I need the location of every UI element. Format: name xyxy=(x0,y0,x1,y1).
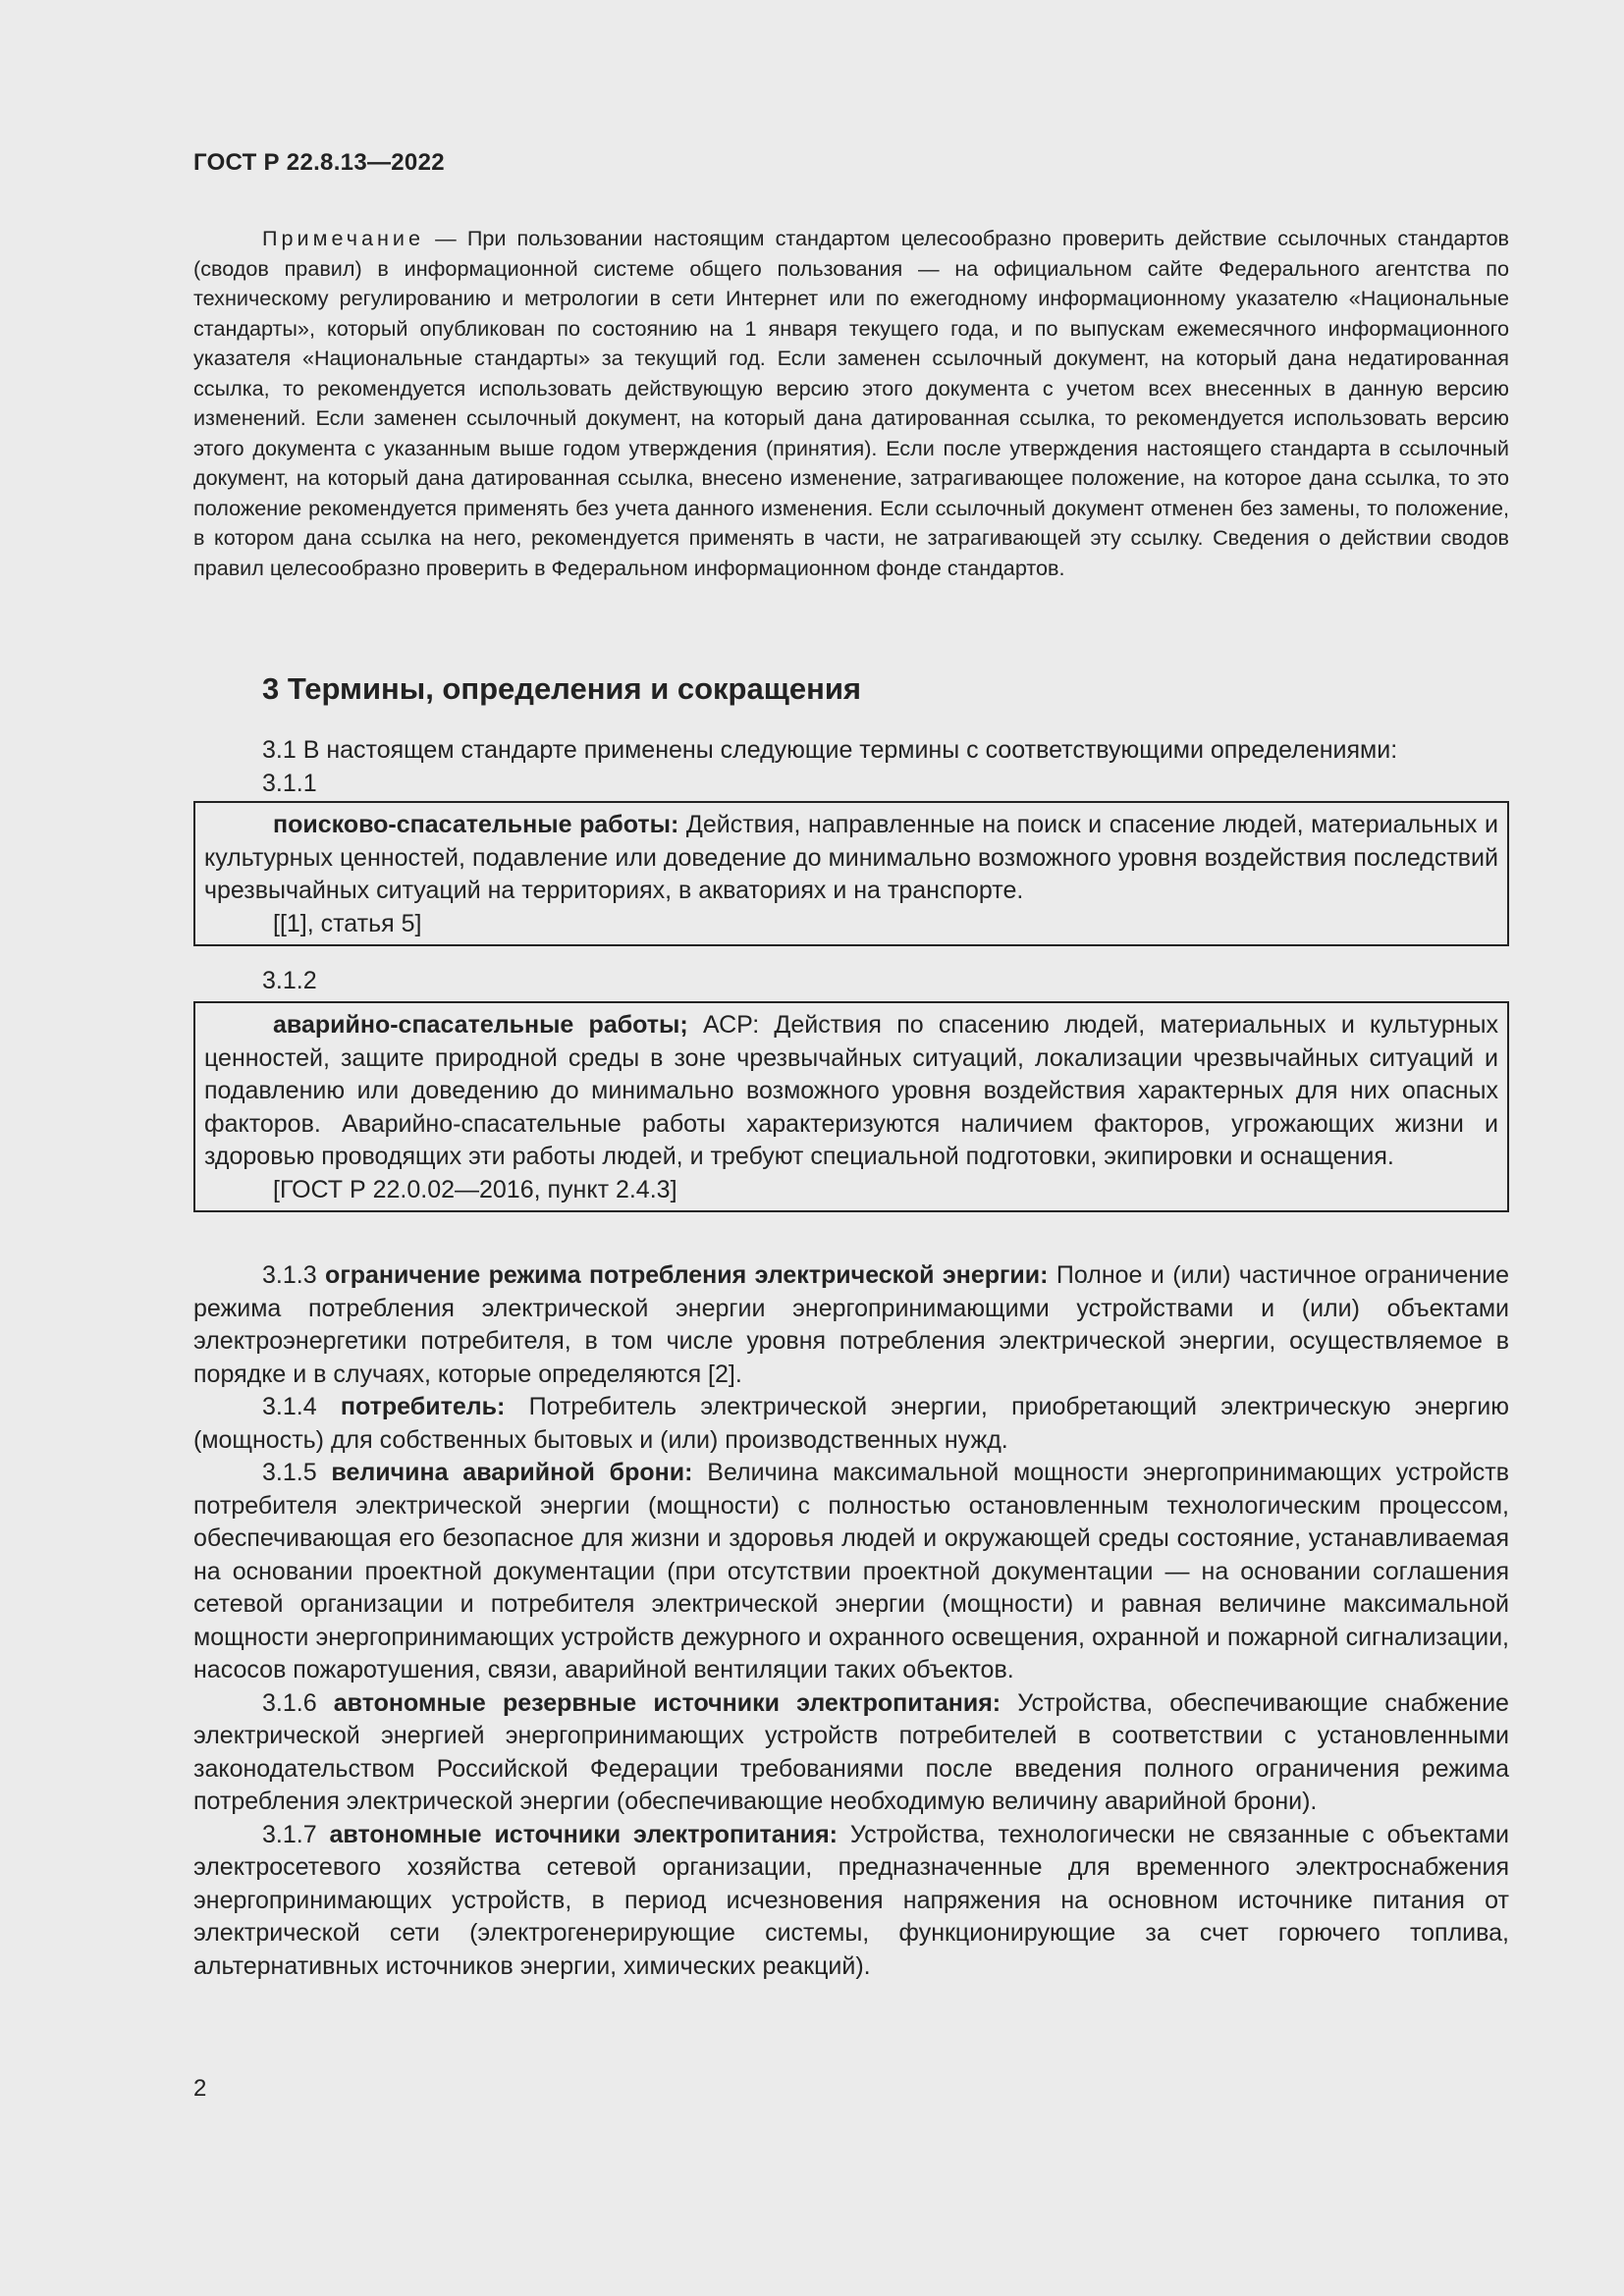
term-name: величина аварийной брони: xyxy=(331,1459,693,1486)
term-3-1-4 xyxy=(193,1391,1509,1457)
definition-source: [[1], статья 5] xyxy=(273,909,422,937)
term-name: аварийно-спасательные работы; xyxy=(273,1011,688,1039)
term-definition: АСР: Действия по спасению людей, материальных и культурных ценностей, защите природной среды в зоне чрезвычайных ситуаций, локализации чрезвычайных ситуаций и подавлению или доведению до минимально возможного уровня воздействия характерных для них опасных факторов. Аварийно-спасательные работы характеризуются наличием факторов, угрожающих жизни и здоровью проводящих эти работы людей, и требуют специальной подготовки, экипировки и оснащения. xyxy=(204,1011,1499,1170)
note-dash: — xyxy=(435,226,457,250)
term-number: 3.1.3 xyxy=(262,1261,326,1289)
section-intro xyxy=(193,734,1509,800)
terms-list xyxy=(193,1259,1509,1983)
term-number-3-1-1: 3.1.1 xyxy=(262,769,317,797)
definition-source: [ГОСТ Р 22.0.02—2016, пункт 2.4.3] xyxy=(273,1175,677,1203)
term-number: 3.1.6 xyxy=(262,1688,334,1717)
definition-text xyxy=(204,809,1498,908)
definition-text xyxy=(204,1009,1498,1174)
term-number: 3.1.5 xyxy=(262,1459,332,1486)
document-code: ГОСТ Р 22.8.13—2022 xyxy=(193,149,445,176)
term-definition: Величина максимальной мощности энергопринимающих устройств потребителя электрической энергии (мощности) с полностью остановленным технологическим процессом, обеспечивающая его безопасное для жизни и здоровья людей и окружающей среды состояние, устанавливаемая на основании проектной документации (при отсутствии проектной документации — на основании соглашения сетевой организации и потребителя электрической энергии (мощности) и равная величине максимальной мощности энергопринимающих устройств дежурного и охранного освещения, охранной и пожарной сигнализации, насосов пожаротушения, связи, аварийной вентиляции таких объектов. xyxy=(193,1459,1509,1683)
term-definition: Полное и (или) частичное ограничение режима потребления электрической энергии энергопринимающими устройствами и (или) объектами электроэнергетики потребителя, в том числе уровня потребления электрической энергии, осуществляемое в порядке и в случаях, которые определяются [2]. xyxy=(193,1261,1509,1388)
term-definition: Действия, направленные на поиск и спасение людей, материальных и культурных ценностей, подавление или доведение до минимально возможного уровня воздействия последствий чрезвычайных ситуаций на территориях, в акваториях и на транспорте. xyxy=(204,811,1499,904)
definition-box-emergency-rescue xyxy=(193,1001,1509,1212)
term-number: 3.1.4 xyxy=(262,1393,341,1420)
term-name: потребитель: xyxy=(340,1393,506,1420)
definition-box-search-rescue xyxy=(193,801,1509,946)
page-number: 2 xyxy=(193,2075,207,2102)
section-title: 3 Термины, определения и сокращения xyxy=(262,671,861,706)
note-text: При пользовании настоящим стандартом целесообразно проверить действие ссылочных стандартов (сводов правил) в информационной системе общего пользования — на официальном сайте Федерального агентства по техническому регулированию и метрологии в сети Интернет или по ежегодному информационному указателю «Национальные стандарты», который опубликован по состоянию на 1 января текущего года, и по выпускам ежемесячного информационного указателя «Национальные стандарты» за текущий год. Если заменен ссылочный документ, на который дана недатированная ссылка, то рекомендуется использовать действующую версию этого документа с учетом всех внесенных в данную версию изменений. Если заменен ссылочный документ, на который дана датированная ссылка, то рекомендуется использовать версию этого документа с указанным выше годом утверждения (принятия). Если после утверждения настоящего стандарта в ссылочный документ, на который дана датированная ссылка, внесено изменение, затрагивающее положение, на которое дана ссылка, то это положение рекомендуется применять без учета данного изменения. Если ссылочный документ отменен без замены, то положение, в котором дана ссылка на него, рекомендуется применять в части, не затрагивающей эту ссылку. Сведения о действии сводов правил целесообразно проверить в Федеральном информационном фонде стандартов. xyxy=(193,226,1509,580)
term-3-1-5 xyxy=(193,1457,1509,1687)
term-number-text: 3.1.2 xyxy=(262,967,317,994)
note-label: Примечание xyxy=(262,226,424,250)
term-definition: Потребитель электрической энергии, приобретающий электрическую энергию (мощность) для собственных бытовых и (или) производственных нужд. xyxy=(193,1393,1509,1454)
term-3-1-6 xyxy=(193,1687,1509,1819)
term-3-1-3 xyxy=(193,1259,1509,1391)
term-name: автономные источники электропитания: xyxy=(329,1820,838,1848)
term-name: ограничение режима потребления электрической энергии: xyxy=(325,1261,1049,1289)
term-definition: Устройства, обеспечивающие снабжение электрической энергией энергопринимающих устройств потребителей в соответствии с установленными законодательством Российской Федерации требованиями после введения полного ограничения режима потребления электрической энергии (обеспечивающие необходимую величину аварийной брони). xyxy=(193,1688,1509,1815)
note-paragraph xyxy=(193,224,1509,583)
term-number: 3.1.7 xyxy=(262,1820,330,1848)
term-3-1-7 xyxy=(193,1819,1509,1984)
term-name: поисково-спасательные работы: xyxy=(273,811,679,838)
term-name: автономные резервные источники электропитания: xyxy=(333,1688,1001,1717)
term-definition: Устройства, технологически не связанные с объектами электросетевого хозяйства сетевой организации, предназначенные для временного электроснабжения энергопринимающих устройств, в период исчезновения напряжения на основном источнике питания от электрической сети (электрогенерирующие системы, функционирующие за счет горючего топлива, альтернативных источников энергии, химических реакций). xyxy=(193,1820,1509,1980)
term-number-3-1-2 xyxy=(193,965,1509,998)
intro-text: 3.1 В настоящем стандарте применены следующие термины с соответствующими определениями: xyxy=(262,736,1398,764)
